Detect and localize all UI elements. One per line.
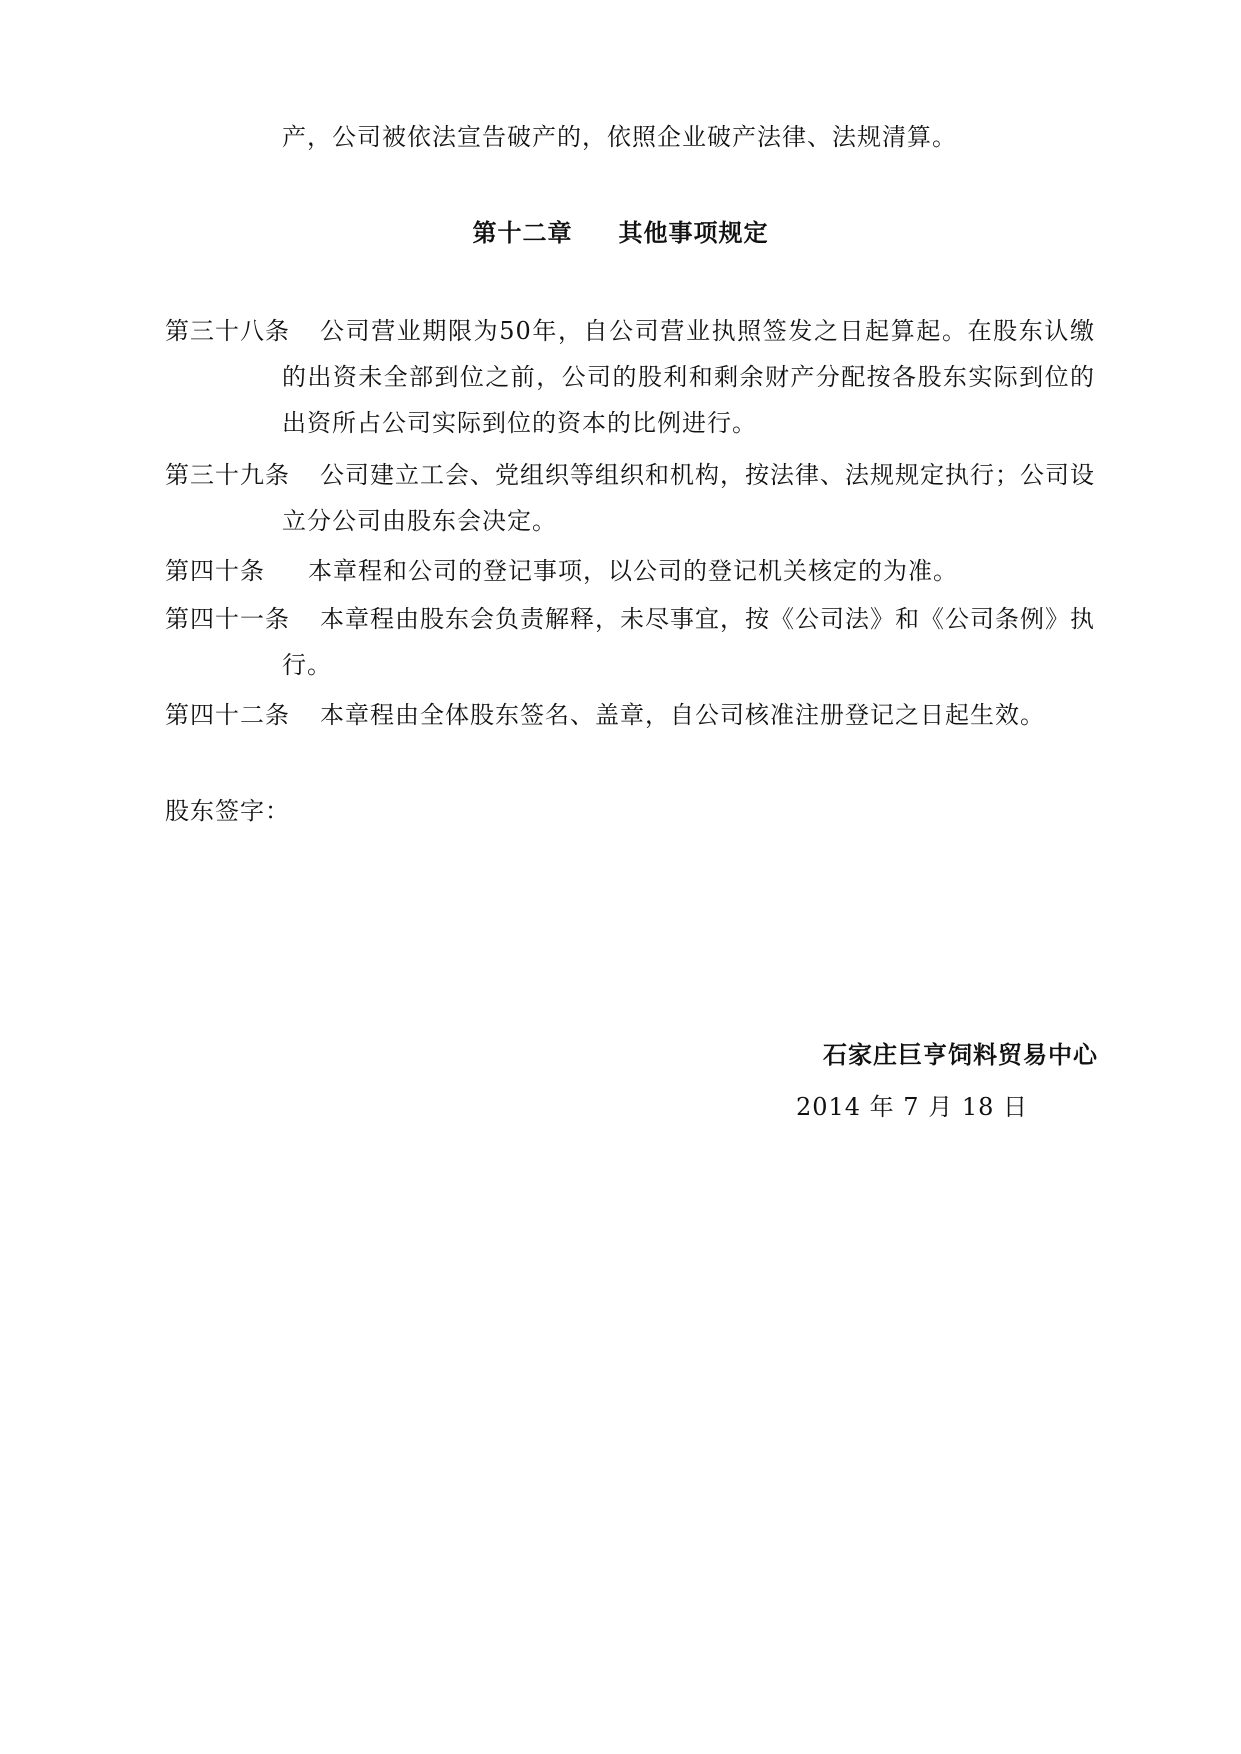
- chapter-title: 其他事项规定: [618, 218, 769, 247]
- article-40: [165, 548, 1095, 594]
- article-number: 第四十二条: [165, 701, 290, 729]
- article-41: [165, 596, 1095, 688]
- article-39: [165, 452, 1095, 544]
- article-number: 第四十条: [165, 557, 265, 585]
- article-text: 公司营业期限为50年，自公司营业执照签发之日起算起。在股东认缴的出资未全部到位之前，公司的股利和剩余财产分配按各股东实际到位的出资所占公司实际到位的资本的比例进行。: [282, 317, 1095, 437]
- chapter-number: 第十二章: [472, 218, 573, 247]
- article-text: 本章程由股东会负责解释，未尽事宜，按《公司法》和《公司条例》执行。: [282, 605, 1095, 679]
- company-name: 石家庄巨亨饲料贸易中心: [823, 1040, 1098, 1069]
- article-text: 本章程和公司的登记事项，以公司的登记机关核定的为准。: [308, 557, 958, 585]
- article-text: 公司建立工会、党组织等组织和机构，按法律、法规规定执行；公司设立分公司由股东会决定。: [282, 461, 1095, 535]
- shareholder-signature-label: 股东签字：: [165, 797, 290, 825]
- article-38: [165, 308, 1095, 446]
- article-number: 第三十九条: [165, 461, 290, 489]
- article-number: 第三十八条: [165, 317, 290, 345]
- article-42: [165, 692, 1095, 738]
- document-date: 2014 年 7 月 18 日: [795, 1093, 1028, 1121]
- continuation-paragraph: 产，公司被依法宣告破产的，依照企业破产法律、法规清算。: [282, 123, 957, 151]
- article-text: 本章程由全体股东签名、盖章，自公司核准注册登记之日起生效。: [320, 701, 1045, 729]
- chapter-heading: [0, 218, 1241, 248]
- article-number: 第四十一条: [165, 605, 290, 633]
